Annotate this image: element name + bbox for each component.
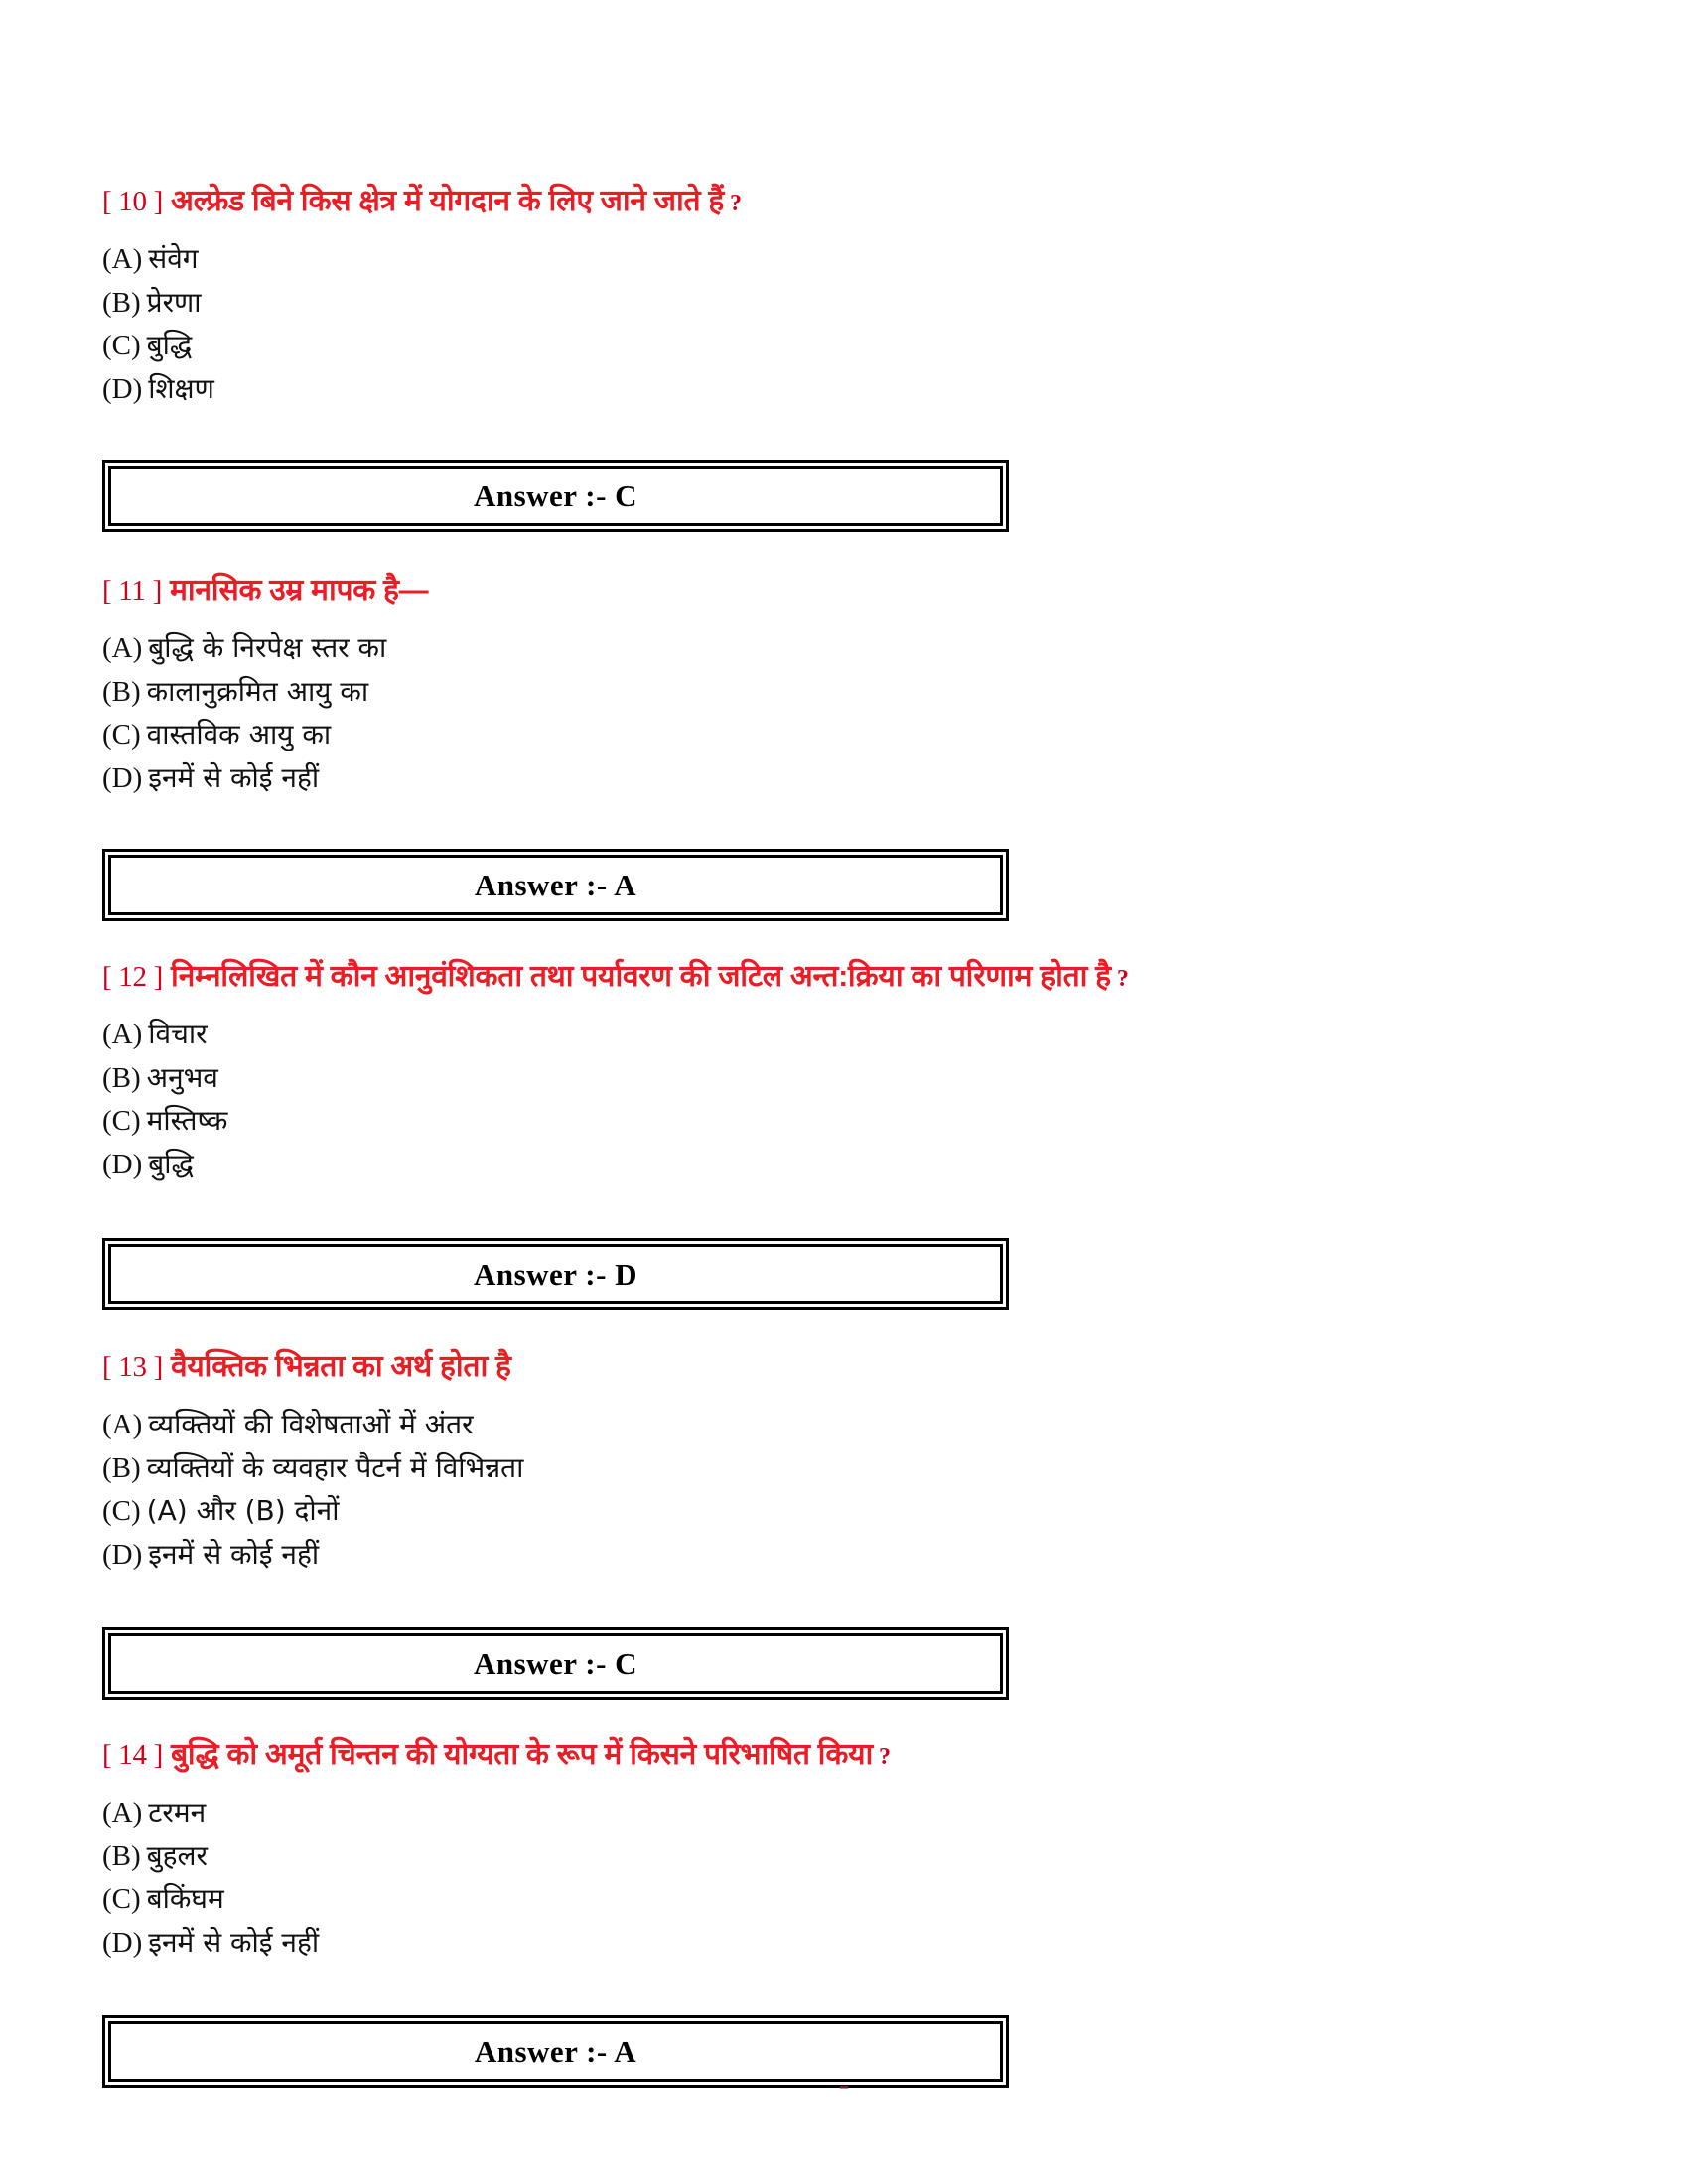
option-key: (A) bbox=[102, 1409, 143, 1440]
option-key: (C) bbox=[102, 1495, 141, 1527]
question-text: मानसिक उम्र मापक है— bbox=[169, 574, 429, 607]
option-b bbox=[102, 1835, 319, 1878]
question-mark: ? bbox=[879, 1744, 891, 1770]
question-title bbox=[102, 1733, 891, 1777]
question-text: बुद्धि को अमूर्त चिन्तन की योग्यता के रूप में किसने परिभाषित किया bbox=[171, 1738, 874, 1771]
option-text: इनमें से कोई नहीं bbox=[148, 1925, 320, 1959]
option-text: शिक्षण bbox=[148, 371, 214, 405]
question-mark: ? bbox=[1116, 966, 1129, 992]
option-c bbox=[102, 1489, 523, 1533]
option-key: (D) bbox=[102, 1926, 143, 1959]
question-title bbox=[102, 569, 434, 613]
option-key: (C) bbox=[102, 1105, 141, 1137]
option-key: (B) bbox=[102, 1061, 141, 1094]
option-b bbox=[102, 1446, 523, 1490]
answer-box bbox=[102, 1627, 1009, 1700]
option-text: मस्तिष्क bbox=[146, 1104, 228, 1137]
answer-box bbox=[102, 2015, 1009, 2088]
option-c bbox=[102, 1877, 319, 1921]
option-key: (D) bbox=[102, 1538, 143, 1570]
option-d bbox=[102, 1533, 523, 1576]
option-a bbox=[102, 626, 386, 670]
question-number: [ 11 ] bbox=[102, 575, 162, 607]
option-d bbox=[102, 756, 386, 800]
option-text: बकिंघम bbox=[146, 1882, 224, 1915]
answer-text: Answer :- C bbox=[473, 478, 638, 513]
option-text: विचार bbox=[148, 1018, 208, 1050]
options-list bbox=[102, 237, 214, 410]
answer-box bbox=[102, 460, 1009, 532]
option-key: (C) bbox=[102, 1883, 141, 1915]
options-list bbox=[102, 626, 386, 799]
options-list bbox=[102, 1403, 523, 1575]
option-text: संवेग bbox=[148, 242, 199, 275]
answer-box bbox=[102, 849, 1009, 921]
question-mark: ? bbox=[729, 191, 742, 216]
option-b bbox=[102, 670, 386, 714]
option-text: व्यक्तियों की विशेषताओं में अंतर bbox=[148, 1408, 474, 1440]
question-number: [ 10 ] bbox=[102, 186, 164, 217]
option-key: (C) bbox=[102, 719, 141, 751]
option-text: बुद्धि के निरपेक्ष स्तर का bbox=[148, 631, 387, 664]
option-text: वास्तविक आयु का bbox=[146, 718, 332, 751]
option-text: कालानुक्रमित आयु का bbox=[146, 674, 369, 708]
option-d bbox=[102, 1921, 319, 1965]
option-text: बुहलर bbox=[146, 1839, 208, 1872]
option-a bbox=[102, 237, 214, 281]
scan-artifact bbox=[840, 2086, 848, 2089]
answer-box bbox=[102, 1238, 1009, 1310]
option-text: इनमें से कोई नहीं bbox=[148, 760, 320, 794]
question-title bbox=[102, 1345, 517, 1389]
option-key: (D) bbox=[102, 761, 143, 794]
option-c bbox=[102, 324, 214, 367]
option-key: (C) bbox=[102, 330, 141, 361]
option-b bbox=[102, 281, 214, 325]
answer-text: Answer :- D bbox=[473, 1256, 638, 1292]
options-list bbox=[102, 1013, 227, 1185]
option-text: बुद्धि bbox=[146, 329, 193, 361]
option-text: अनुभव bbox=[146, 1060, 218, 1094]
option-d bbox=[102, 1143, 227, 1186]
option-text: (A) और (B) दोनों bbox=[146, 1494, 340, 1527]
option-a bbox=[102, 1791, 319, 1835]
question-number: [ 13 ] bbox=[102, 1351, 164, 1383]
option-text: इनमें से कोई नहीं bbox=[148, 1537, 320, 1570]
option-key: (A) bbox=[102, 1019, 143, 1050]
question-title bbox=[102, 180, 742, 223]
option-text: बुद्धि bbox=[148, 1147, 194, 1180]
option-d bbox=[102, 367, 214, 411]
question-text: अल्फ्रेड बिने किस क्षेत्र में योगदान के लिए जाने जाते हैं bbox=[171, 185, 724, 217]
question-number: [ 14 ] bbox=[102, 1739, 164, 1771]
answer-text: Answer :- C bbox=[473, 1645, 638, 1681]
option-text: प्रेरणा bbox=[146, 285, 202, 319]
option-key: (D) bbox=[102, 372, 143, 405]
options-list bbox=[102, 1791, 319, 1964]
option-c bbox=[102, 713, 386, 756]
option-key: (B) bbox=[102, 675, 141, 708]
option-key: (A) bbox=[102, 1797, 143, 1829]
question-number: [ 12 ] bbox=[102, 961, 164, 993]
answer-text: Answer :- A bbox=[474, 867, 637, 902]
option-key: (B) bbox=[102, 1840, 141, 1872]
question-text: निम्नलिखित में कौन आनुवंशिकता तथा पर्यावरण की जटिल अन्त:क्रिया का परिणाम होता है bbox=[171, 960, 1111, 993]
option-key: (A) bbox=[102, 632, 143, 664]
option-key: (B) bbox=[102, 286, 141, 319]
option-key: (B) bbox=[102, 1451, 141, 1484]
option-key: (A) bbox=[102, 243, 143, 275]
option-a bbox=[102, 1403, 523, 1446]
option-b bbox=[102, 1056, 227, 1100]
option-text: व्यक्तियों के व्यवहार पैटर्न में विभिन्नता bbox=[146, 1450, 524, 1484]
option-key: (D) bbox=[102, 1148, 143, 1180]
answer-text: Answer :- A bbox=[474, 2033, 637, 2069]
question-text: वैयक्तिक भिन्नता का अर्थ होता है bbox=[171, 1350, 511, 1383]
option-c bbox=[102, 1099, 227, 1143]
question-title bbox=[102, 955, 1129, 999]
option-text: टरमन bbox=[148, 1796, 207, 1829]
option-a bbox=[102, 1013, 227, 1056]
